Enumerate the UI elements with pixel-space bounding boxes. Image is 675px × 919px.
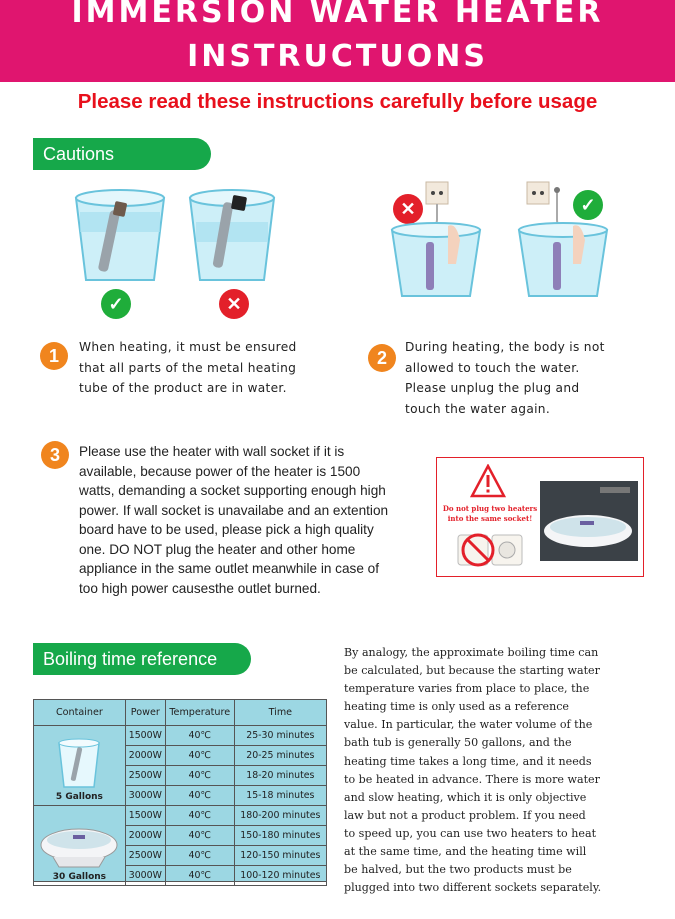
boiling-heading-label: Boiling time reference <box>43 649 218 669</box>
table-header-row <box>34 700 327 726</box>
table-cell: 2500W <box>125 846 165 866</box>
step-2-line: During heating, the body is not <box>405 340 605 354</box>
step-3-line: Please use the heater with wall socket if it is <box>79 444 345 459</box>
step-2-line: touch the water again. <box>405 401 550 416</box>
table-cell: 3000W <box>125 866 165 886</box>
paragraph-line: be halved, but the two products must be <box>344 863 572 877</box>
paragraph-line: By analogy, the approximate boiling time can <box>344 646 599 659</box>
table-cell: 18-20 minutes <box>234 766 326 786</box>
double-socket-prohibited-icon <box>456 531 524 571</box>
step-1-line: tube of the product are in water. <box>79 381 287 395</box>
step-3-line: appliance in the same outlet meanwhile in case of <box>79 561 379 576</box>
cross-icon: ✕ <box>393 194 423 224</box>
paragraph-line: heating time takes a long time, and it needs <box>344 754 592 768</box>
container-cell <box>34 806 126 886</box>
step-2-number: 2 <box>368 344 396 372</box>
cross-icon: ✕ <box>219 289 249 319</box>
step-1-number: 1 <box>40 342 68 370</box>
header-title-line1: IMMERSION WATER HEATER <box>71 0 604 30</box>
table-header: Power <box>125 700 165 726</box>
boiling-heading <box>33 643 251 675</box>
table-cell: 1500W <box>125 726 165 746</box>
cautions-heading-label: Cautions <box>43 144 115 164</box>
table-row <box>34 726 327 746</box>
step-1-line: When heating, it must be ensured <box>79 340 297 354</box>
step-3-number: 3 <box>41 441 69 469</box>
table-cell: 40℃ <box>165 826 234 846</box>
bathtub-image <box>39 815 119 869</box>
container-label: 30 Gallons <box>52 872 107 882</box>
table-cell: 2500W <box>125 766 165 786</box>
step-3-line: one. DO NOT plug the heater and other home <box>79 541 356 557</box>
table-cell: 40℃ <box>165 866 234 886</box>
paragraph-line: and slow heating, which it is only objective <box>344 790 587 804</box>
socket-warning-text: Do not plug two heaters into the same socket! <box>442 504 538 523</box>
table-row <box>34 806 327 826</box>
step-3-line: board have to be used, please pick a high quality <box>79 522 374 537</box>
paragraph-line: law but not a product problem. If you need <box>344 808 586 822</box>
step-2-text <box>405 337 645 419</box>
check-icon: ✓ <box>101 289 131 319</box>
step-3-line: power. If wall socket is unavailabe and an extention <box>79 502 389 518</box>
step-2-line: allowed to touch the water. <box>405 360 580 375</box>
table-cell: 1500W <box>125 806 165 826</box>
bucket-unplugged-illustration <box>513 180 613 300</box>
step-2-line: Please unplug the plug and <box>405 381 580 395</box>
paragraph-line: temperature varies from place to place, the <box>344 682 590 696</box>
table-cell: 2000W <box>125 746 165 766</box>
table-cell: 40℃ <box>165 786 234 806</box>
table-cell: 40℃ <box>165 766 234 786</box>
warning-triangle-icon <box>470 464 506 498</box>
boiling-time-table <box>33 699 327 886</box>
table-cell: 40℃ <box>165 726 234 746</box>
table-cell: 40℃ <box>165 846 234 866</box>
table-cell: 150-180 minutes <box>234 826 326 846</box>
boiling-explanation-paragraph <box>344 644 646 897</box>
step-3-line: watts, demanding a socket supporting enough high <box>79 483 386 498</box>
table-header: Time <box>234 700 326 726</box>
page-subtitle: Please read these instructions carefully before usage <box>77 90 598 113</box>
table-cell: 2000W <box>125 826 165 846</box>
table-header: Temperature <box>165 700 234 726</box>
paragraph-line: heating time is only used as a reference <box>344 700 569 714</box>
table-cell: 180-200 minutes <box>234 806 326 826</box>
step-3-line: available, because power of the heater is 1500 <box>79 463 361 479</box>
table-cell: 40℃ <box>165 806 234 826</box>
paragraph-line: bath tub is generally 50 gallons, and the <box>344 736 572 750</box>
header-banner <box>0 0 675 82</box>
paragraph-line: at the same time, and the heating time will <box>344 845 587 859</box>
container-cell <box>34 726 126 806</box>
step-3-text <box>79 442 429 598</box>
step-3-line: too high power causesthe outlet burned. <box>79 580 321 596</box>
cautions-heading <box>33 138 211 170</box>
paragraph-line: to be heated in advance. There is more water <box>344 772 600 786</box>
small-bucket-image <box>56 737 102 789</box>
paragraph-line: to speed up, you can use two heaters to heat <box>344 826 597 840</box>
paragraph-line: be calculated, but because the starting water <box>344 664 600 678</box>
table-cell: 25-30 minutes <box>234 726 326 746</box>
table-cell: 40℃ <box>165 746 234 766</box>
bucket-hand-wrong-illustration <box>386 180 486 300</box>
paragraph-line: plugged into two different sockets separately. <box>344 881 602 895</box>
bathtub-photo <box>540 481 638 561</box>
table-header: Container <box>34 700 126 726</box>
step-1-line: that all parts of the metal heating <box>79 360 297 375</box>
table-cell: 3000W <box>125 786 165 806</box>
table-cell: 100-120 minutes <box>234 866 326 886</box>
paragraph-line: value. In particular, the water volume of the <box>344 718 593 732</box>
table-cell: 20-25 minutes <box>234 746 326 766</box>
bucket-correct-illustration <box>70 188 170 288</box>
check-icon: ✓ <box>573 190 603 220</box>
table-cell: 120-150 minutes <box>234 846 326 866</box>
header-title-line2: INSTRUCTUONS <box>187 39 488 74</box>
table-cell: 15-18 minutes <box>234 786 326 806</box>
bucket-wrong-illustration <box>186 188 278 288</box>
container-label: 5 Gallons <box>55 792 103 802</box>
step-1-text <box>79 337 339 399</box>
